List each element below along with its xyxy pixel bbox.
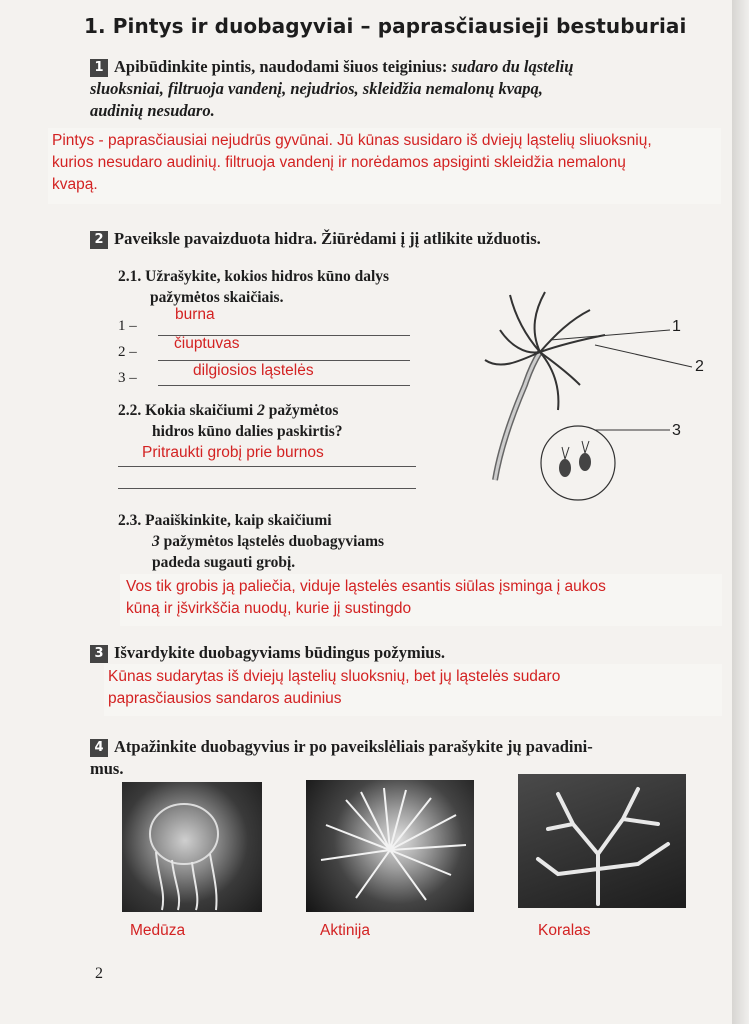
question-2-2	[118, 400, 343, 442]
caption-anemone[interactable]: Aktinija	[320, 922, 370, 939]
question-2-3-answer-line: kūną ir įšvirkščia nuodų, kurie jį sustingdo	[126, 600, 412, 617]
task-2-number: 2	[90, 231, 108, 249]
task-1-answer-line: kvapą.	[52, 176, 98, 193]
task-4-prompt-text: mus.	[90, 759, 124, 778]
question-2-3-answer-line: Vos tik grobis ją paliečia, viduje ląstelės esantis siūlas įsminga į aukos	[126, 578, 606, 595]
task-1-prompt-text: Apibūdinkite pintis, naudodami šiuos teiginius:	[114, 57, 452, 76]
hydra-figure	[430, 290, 700, 505]
question-2-3-line: 2.3. Paaiškinkite, kaip skaičiumi	[118, 512, 332, 529]
figure-label-2: 2	[695, 358, 704, 375]
task-4-number: 4	[90, 739, 108, 757]
question-2-1-line: pažymėtos skaičiais.	[150, 289, 284, 306]
task-1-terms-2: sluoksniai, filtruoja vandenį, nejudrios, skleidžia nemalonų kvapą,	[90, 79, 543, 98]
task-3-prompt	[90, 642, 445, 664]
question-2-2-text: 2.2. Kokia skaičiumi	[118, 402, 258, 419]
task-1-terms-1: sudaro du ląstelių	[451, 57, 574, 76]
question-2-1-line: 2.1. Užrašykite, kokios hidros kūno dalys	[118, 268, 390, 285]
anemone-photo	[306, 780, 474, 912]
page-number: 2	[95, 965, 103, 982]
task-4-prompt-text: Atpažinkite duobagyvius ir po paveikslėliais parašykite jų pavadini-	[114, 737, 593, 756]
task-3-answer[interactable]	[104, 664, 722, 716]
question-2-3-line: pažymėtos ląstelės duobagyviams	[159, 533, 385, 550]
task-2-prompt	[90, 228, 541, 250]
question-2-3	[118, 510, 384, 573]
caption-coral[interactable]: Koralas	[538, 922, 591, 939]
row-label-3: 3 –	[118, 370, 137, 386]
question-2-1	[118, 266, 389, 308]
task-3-answer-line: Kūnas sudarytas iš dviejų ląstelių sluoksnių, bet jų ląstelės sudaro	[108, 668, 561, 685]
row-answer-2[interactable]: čiuptuvas	[174, 335, 240, 352]
row-answer-1[interactable]: burna	[175, 306, 215, 323]
jellyfish-photo	[122, 782, 262, 912]
task-3-prompt-text: Išvardykite duobagyviams būdingus požymius.	[114, 643, 446, 662]
question-2-3-number: 3	[152, 533, 160, 550]
task-2-prompt-text: Paveiksle pavaizduota hidra. Žiūrėdami į jį atlikite užduotis.	[114, 229, 541, 248]
caption-jellyfish[interactable]: Medūza	[130, 922, 186, 939]
question-2-3-answer[interactable]	[120, 574, 722, 626]
task-1-terms-3: audinių nesudaro.	[90, 101, 215, 120]
question-2-2-answer[interactable]: Pritraukti grobį prie burnos	[142, 444, 324, 461]
row-label-1: 1 –	[118, 318, 137, 334]
task-1-answer-line: kurios nesudaro audinių. filtruoja vandenį ir norėdamos apsiginti skleidžia nemalonų	[52, 154, 626, 171]
task-1-answer	[48, 128, 721, 204]
figure-label-3: 3	[672, 422, 681, 439]
task-1-prompt	[90, 56, 710, 122]
question-2-3-line: padeda sugauti grobį.	[152, 554, 296, 571]
figure-label-1: 1	[672, 318, 681, 335]
question-2-2-text: pažymėtos	[264, 402, 339, 419]
question-2-2-number: 2	[257, 402, 265, 419]
answer-line	[158, 385, 410, 386]
task-1-number: 1	[90, 59, 108, 77]
page-edge	[732, 0, 749, 1024]
coral-photo	[518, 774, 686, 908]
answer-line	[118, 488, 416, 489]
question-2-2-line: hidros kūno dalies paskirtis?	[152, 423, 343, 440]
answer-rows	[118, 306, 418, 392]
row-label-2: 2 –	[118, 344, 137, 360]
task-3-number: 3	[90, 645, 108, 663]
row-answer-3[interactable]: dilgiosios ląstelės	[193, 362, 314, 379]
answer-line	[118, 466, 416, 467]
task-1-answer-line: Pintys - paprasčiausiai nejudrūs gyvūnai. Jū kūnas susidaro iš dviejų ląstelių sliuoksnių,	[52, 132, 652, 149]
page-title: 1. Pintys ir duobagyviai – paprasčiausieji bestuburiai	[84, 14, 687, 38]
task-3-answer-line: paprasčiausios sandaros audinius	[108, 690, 342, 707]
